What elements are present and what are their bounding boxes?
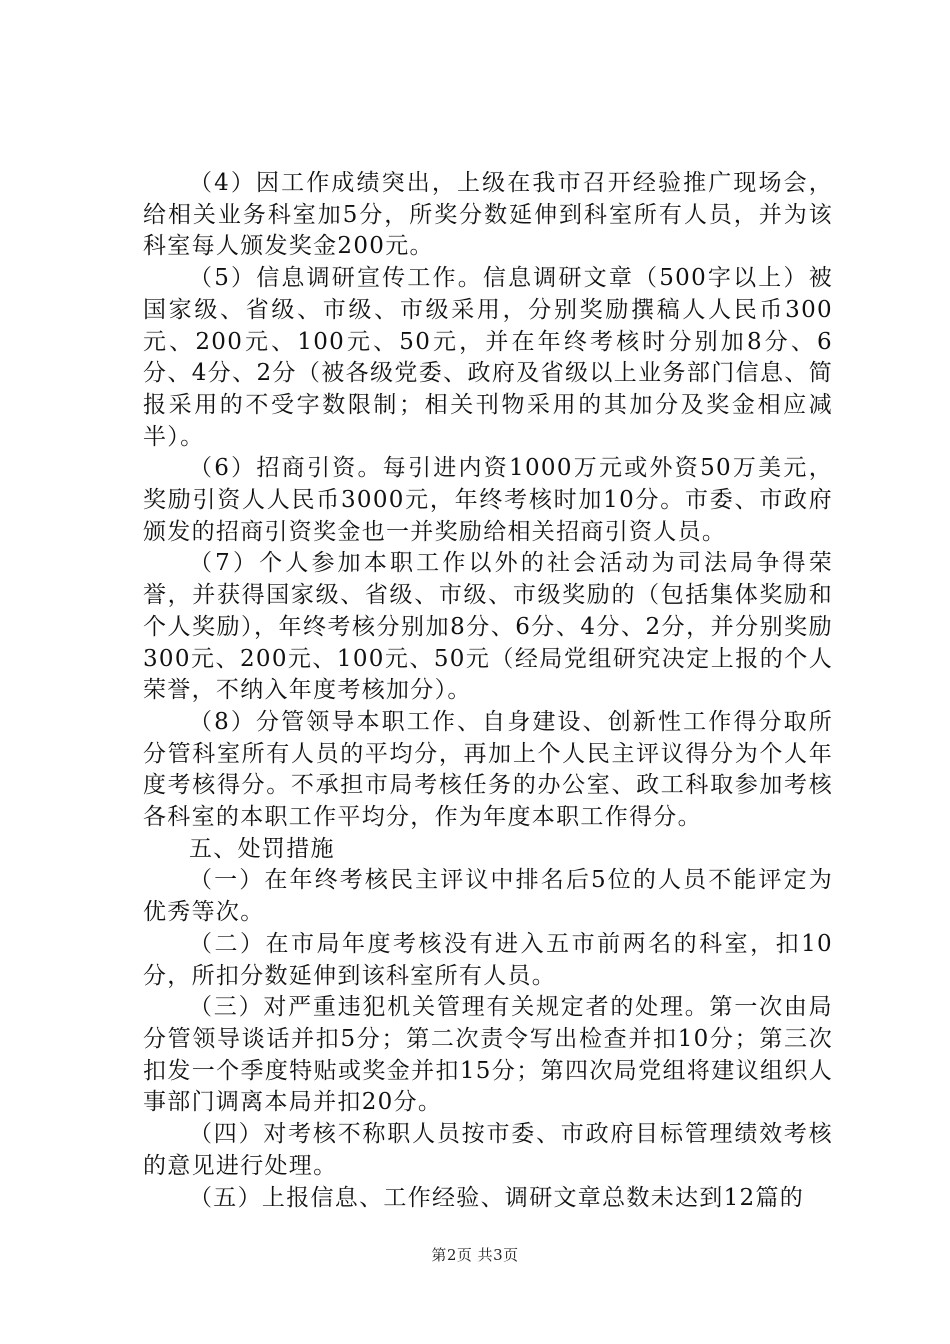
- paragraph-penalty-2: （二）在市局年度考核没有进入五市前两名的科室，扣10分，所扣分数延伸到该科室所有人员。: [143, 930, 833, 989]
- paragraph-bonus-5: （5）信息调研宣传工作。信息调研文章（500字以上）被国家级、省级、市级、市级采用，分别奖励撰稿人人民币300元、200元、100元、50元，并在年终考核时分别加8分、6分、4分、2分（被各级党委、政府及省级以上业务部门信息、简报采用的不受字数限制；相关刊物采用的其加分及奖金相应减半）。: [143, 265, 833, 450]
- paragraph-bonus-7: （7）个人参加本职工作以外的社会活动为司法局争得荣誉，并获得国家级、省级、市级、市级奖励的（包括集体奖励和个人奖励），年终考核分别加8分、6分、4分、2分，并分别奖励300元、200元、100元、50元（经局党组研究决定上报的个人荣誉，不纳入年度考核加分）。: [143, 550, 833, 704]
- paragraph-penalty-4: （四）对考核不称职人员按市委、市政府目标管理绩效考核的意见进行处理。: [143, 1121, 833, 1179]
- paragraph-penalty-5: （五）上报信息、工作经验、调研文章总数未达到12篇的: [189, 1184, 805, 1211]
- paragraph-bonus-6: （6）招商引资。每引进内资1000万元或外资50万美元，奖励引资人人民币3000元，年终考核时加10分。市委、市政府颁发的招商引资奖金也一并奖励给相关招商引资人员。: [143, 455, 833, 545]
- paragraph-penalty-3: （三）对严重违犯机关管理有关规定者的处理。第一次由局分管领导谈话并扣5分；第二次责令写出检查并扣10分；第三次扣发一个季度特贴或奖金并扣15分；第四次局党组将建议组织人事部门调离本局并扣20分。: [143, 994, 833, 1116]
- paragraph-penalty-1: （一）在年终考核民主评议中排名后5位的人员不能评定为优秀等次。: [143, 867, 833, 926]
- paragraph-bonus-8: （8）分管领导本职工作、自身建设、创新性工作得分取所分管科室所有人员的平均分，再加上个人民主评议得分为个人年度考核得分。不承担市局考核任务的办公室、政工科取参加考核各科室的本职工作平均分，作为年度本职工作得分。: [143, 708, 833, 831]
- document-body: [143, 168, 833, 1214]
- section-heading-penalties: 五、处罚措施: [189, 835, 335, 862]
- paragraph-bonus-4: （4）因工作成绩突出，上级在我市召开经验推广现场会，给相关业务科室加5分，所奖分数延伸到科室所有人员，并为该科室每人颁发奖金200元。: [143, 170, 833, 260]
- page-number-footer: 第2页 共3页: [431, 1246, 519, 1264]
